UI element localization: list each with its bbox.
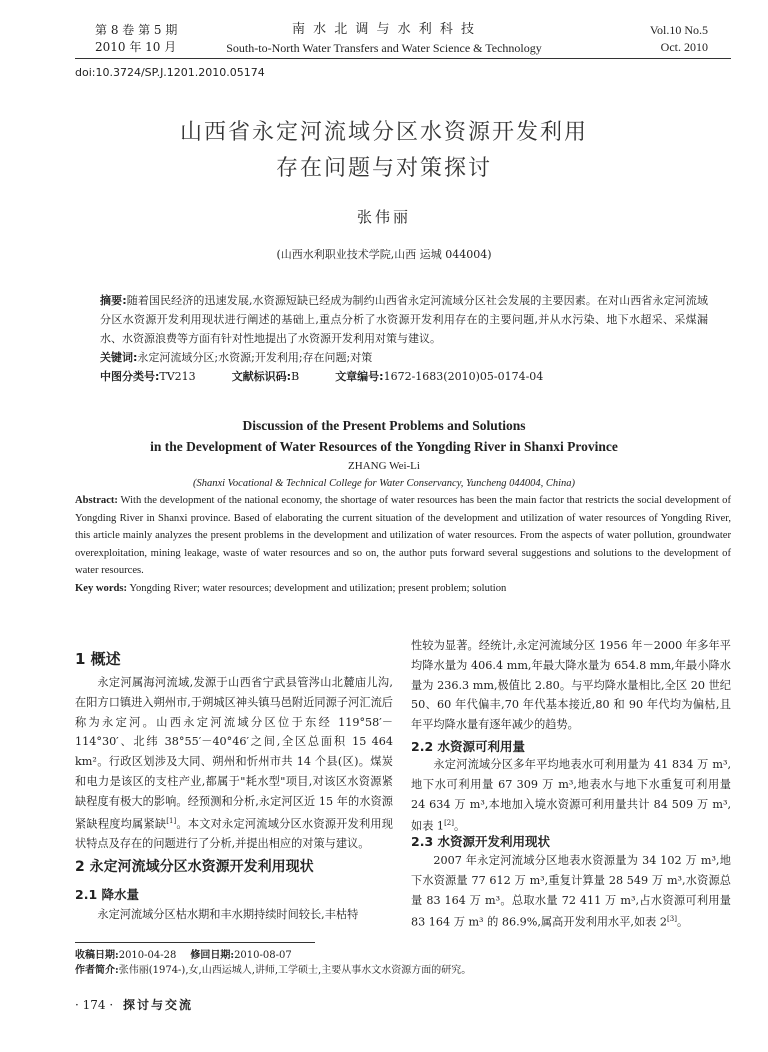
revised-label: 修回日期: xyxy=(190,950,235,961)
section-2-2-text: 永定河流域分区多年平均地表水可利用量为 41 834 万 m³,地下水可利用量 67 309 万 m³,地表水与地下水重复可利用量 24 634 万 m³,本地加入境水资源可利用量共计 84 509 万 m³,如表 1 xyxy=(411,758,731,834)
footnote-dates xyxy=(75,948,292,963)
section-1-body xyxy=(75,673,393,854)
section-1-text-b: 。本文对永定河流域分区水资源开发利用现状特点及存在的问题进行了分析,并提出相应的对策与建议。 xyxy=(75,817,393,851)
abstract-en-text: With the development of the national economy, the shortage of water resources has been the main factor that restricts the social development of Yongding River in Shanxi province. Based of elaborating the current situation of the development and utilization of water resources of Yongding River, this article mainly analyzes the present problems in the development and utilization of water resources. From the aspects of water pollution, groundwater overexploitation, mining leakage, waste of water resources and so on, the author puts forward several suggestions and solutions to the development of water resources. xyxy=(75,495,731,576)
keywords-en xyxy=(75,580,731,598)
author-bio-label: 作者简介: xyxy=(75,965,119,976)
section-2-2-heading: 2.2 水资源可利用量 xyxy=(411,739,525,754)
keywords-en-text: Yongding River; water resources; development and utilization; present problem; solution xyxy=(129,583,507,594)
section-1-heading: 1 概述 xyxy=(75,650,121,668)
keywords-cn-text: 永定河流域分区;水资源;开发利用;存在问题;对策 xyxy=(137,351,373,364)
header-rule xyxy=(75,58,731,59)
footnote-author xyxy=(75,963,471,978)
affiliation-cn: (山西水利职业技术学院,山西 运城 044004) xyxy=(276,248,492,261)
clc-label: 中图分类号: xyxy=(100,370,160,383)
title-cn-line1: 山西省永定河流域分区水资源开发利用 xyxy=(179,120,588,145)
journal-title-cn: 南 水 北 调 与 水 利 科 技 xyxy=(291,22,477,37)
section-1-text-a: 永定河属海河流域,发源于山西省宁武县管涔山北麓庙儿沟,在阳方口镇进入朔州市,于朔城区神头镇马邑附近同源子河汇流后称为永定河。山西永定河流域分区位于东经 119°58′－114°30′、北纬 38°55′－40°46′之间,全区总面积 15 464 km²。行政区划涉及大同、朔州和忻州市共 14 个县(区)。煤炭和电力是该区的支柱产业,都属于"耗水型"项目,对该区水资源紧缺程度有极大的影响。经预测和分析,永定河区近 15 年的水资源紧缺程度均属紧缺 xyxy=(75,676,393,831)
section-2-3-heading: 2.3 水资源开发利用现状 xyxy=(411,834,550,849)
received-date: 2010-04-28 xyxy=(118,950,177,961)
section-2-3-text: 2007 年永定河流域分区地表水资源量为 34 102 万 m³,地下水资源量 77 612 万 m³,重复计算量 28 549 万 m³,水资源总量 83 164 万 m³。总取水量 72 411 万 m³,占水资源可利用量 83 164 万 m³ 的 86.9%,属高开发利用水平,如表 2 xyxy=(411,854,731,930)
author-en: ZHANG Wei-Li xyxy=(348,460,420,472)
date-en: Oct. 2010 xyxy=(660,40,708,54)
abstract-cn-label: 摘要: xyxy=(100,294,127,307)
section-2-1-text-left: 永定河流域分区枯水期和丰水期持续时间较长,丰枯特 xyxy=(97,908,359,921)
page-footer xyxy=(75,996,193,1013)
abstract-en xyxy=(75,492,731,580)
section-2-heading: 2 永定河流域分区水资源开发利用现状 xyxy=(75,859,314,875)
author-cn: 张伟丽 xyxy=(356,208,411,226)
affiliation-en: (Shanxi Vocational & Technical College for Water Conservancy, Yuncheng 044004, China) xyxy=(192,478,576,489)
doc-code-value: B xyxy=(291,370,300,383)
keywords-cn-label: 关键词: xyxy=(100,351,138,364)
volume-issue-en: Vol.10 No.5 xyxy=(649,23,708,37)
received-label: 收稿日期: xyxy=(75,950,119,961)
journal-title-en: South-to-North Water Transfers and Water Science & Technology xyxy=(226,41,542,55)
footnote-rule xyxy=(75,942,315,943)
section-2-1-heading: 2.1 降水量 xyxy=(75,887,139,902)
ref-2: [2] xyxy=(444,819,454,828)
author-bio-text: 张伟丽(1974-),女,山西运城人,讲师,工学硕士,主要从事水文水资源方面的研究。 xyxy=(118,965,472,976)
doc-code-label: 文献标识码: xyxy=(231,370,292,383)
volume-issue-cn: 第 8 卷 第 5 期 xyxy=(95,23,178,37)
article-no-label: 文章编号: xyxy=(335,370,384,383)
abstract-cn xyxy=(100,291,708,348)
section-2-2-end: 。 xyxy=(453,820,466,834)
section-2-1-body-right xyxy=(411,636,731,735)
clc-value: TV213 xyxy=(159,370,196,383)
article-no-value: 1672-1683(2010)05-0174-04 xyxy=(383,370,544,383)
section-2-3-body xyxy=(411,851,731,933)
section-2-1-body-left xyxy=(75,905,393,925)
title-en-line1: Discussion of the Present Problems and Solutions xyxy=(242,418,526,433)
section-2-2-body xyxy=(411,755,731,837)
revised-date: 2010-08-07 xyxy=(234,950,292,961)
title-cn-line2: 存在问题与对策探讨 xyxy=(275,156,492,181)
doi: doi:10.3724/SP.J.1201.2010.05174 xyxy=(75,66,265,79)
ref-1: [1] xyxy=(166,816,177,825)
ref-3: [3] xyxy=(667,915,677,924)
abstract-en-label: Abstract: xyxy=(75,495,118,506)
section-2-3-end: 。 xyxy=(676,916,689,930)
title-en-line2: in the Development of Water Resources of the Yongding River in Shanxi Province xyxy=(150,439,618,454)
section-name: 探讨与交流 xyxy=(123,998,194,1012)
section-2-1-text-right: 性较为显著。经统计,永定河流域分区 1956 年－2000 年多年平均降水量为 406.4 mm,年最大降水量为 654.8 mm,年最小降水量为 236.3 mm,极值比 2.80。与平均降水量相比,全区 20 世纪 50、60 年代偏丰,70 年代基本接近,80 和 90 年代均为偏枯,且年平均降水量有逐年减少的趋势。 xyxy=(411,639,731,732)
page-number: · 174 · xyxy=(75,998,114,1012)
date-cn: 2010 年 10 月 xyxy=(95,40,177,54)
keywords-en-label: Key words: xyxy=(75,583,128,594)
keywords-cn xyxy=(100,348,708,367)
abstract-cn-text: 随着国民经济的迅速发展,水资源短缺已经成为制约山西省永定河流域分区社会发展的主要因素。在对山西省永定河流域分区水资源开发利用现状进行阐述的基础上,重点分析了水资源开发利用存在的主要问题,并从水污染、地下水超采、采煤漏水、水资源浪费等方面有针对性地提出了水资源开发利用对策与建议。 xyxy=(100,294,708,345)
classification-cn xyxy=(100,367,708,386)
